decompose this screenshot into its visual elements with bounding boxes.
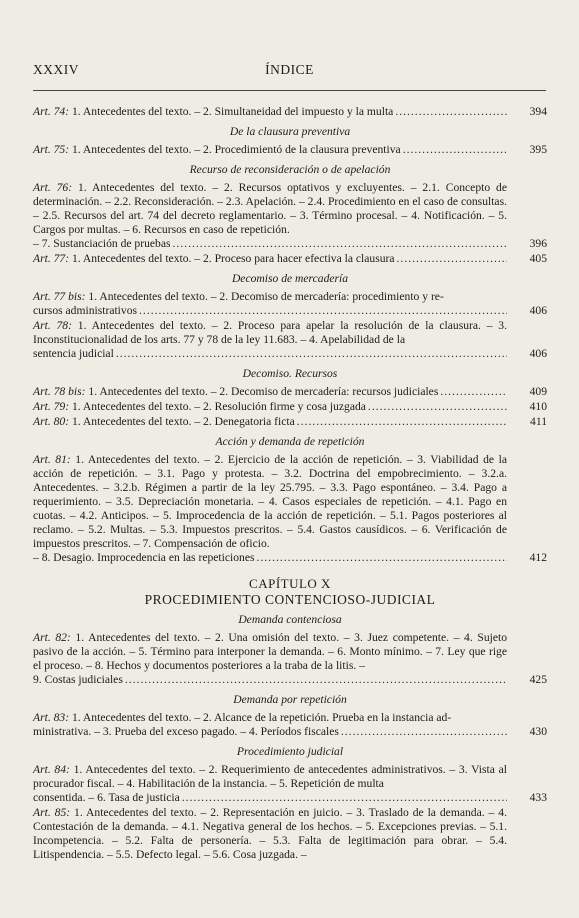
section-title: Demanda por repetición	[233, 693, 347, 706]
index-entry-art-78-bis: Art. 78 bis: 1. Antecedentes del texto. – 2. Decomiso de mercadería: recursos judiciales ..... 409	[33, 385, 547, 399]
page-ref: 396	[529, 237, 547, 250]
index-content	[33, 104, 547, 863]
index-entry-art-83: Art. 83: 1. Antecedentes del texto. – 2. Alcance de la repetición. Prueba en la instancia ad- ministrativa. – 3. Prueba del exceso pagado. – 4. Períodos fiscales ..... 430	[33, 711, 547, 739]
index-entry-art-85: Art. 85: 1. Antecedentes del texto. – 2. Representación en juicio. – 3. Traslado de la demanda. – 4. Contestación de la demanda. – 4.1. Negativa general de los hechos. – 5. Excepciones previas. – 5.1. Incompetencia. – 5.2. Falta de personería. – 5.3. Falta de legitimación para obrar. – 5.4. Litispendencia. – 5.5. Defecto legal. – 5.6. Cosa juzgada. –	[33, 806, 507, 861]
section-title: Demanda contenciosa	[238, 613, 342, 626]
index-entry-art-81: Art. 81: 1. Antecedentes del texto. – 2. Ejercicio de la acción de repetición. – 3. Viabilidad de la acción de repetición. – 3.1. Pago y protesta. – 3.2. Doctrina del empobrecimiento. – 3.2.a. Antecedentes. – 3.2.b. Régimen a partir de la ley 25.795. – 3.3. Pago espontáneo. – 3.4. Pago a requerimiento. – 3.5. Depreciación monetaria. – 4. Casos especiales de repetición. – 4.1. Pago en cuotas. – 4.2. Anticipos. – 5. Improcedencia de la acción de repetición. – 5.1. Pagos posteriores al reclamo. – 5.2. Multas. – 5.3. Impuestos prescritos. – 5.4. Gastos causídicos. – 6. Verificación de impuestos prescritos. – 7. Compensación de oficio. – 8. Desagio. Improcedencia en las repeticiones ..... 412	[33, 453, 547, 565]
index-entry-art-77-bis: Art. 77 bis: 1. Antecedentes del texto. – 2. Decomiso de mercadería: procedimiento y re- cursos administrativos ..... 406	[33, 290, 547, 318]
page-ref: 411	[530, 415, 547, 428]
index-entry-art-80: Art. 80: 1. Antecedentes del texto. – 2. Denegatoria ficta ..... 411	[33, 415, 547, 429]
index-entry-art-77: Art. 77: 1. Antecedentes del texto. – 2. Proceso para hacer efectiva la clausura ..... 405	[33, 252, 547, 266]
page-ref: 405	[529, 252, 547, 265]
page-ref: 395	[529, 143, 547, 156]
section-title: Procedimiento judicial	[236, 745, 344, 758]
chapter-title: PROCEDIMIENTO CONTENCIOSO-JUDICIAL	[144, 592, 436, 607]
page-ref: 409	[529, 385, 547, 398]
page-ref: 425	[529, 673, 547, 686]
index-entry-art-79: Art. 79: 1. Antecedentes del texto. – 2. Resolución firme y cosa juzgada ..... 410	[33, 400, 547, 414]
running-head	[33, 62, 546, 80]
page-number: XXXIV	[33, 62, 79, 77]
index-entry-art-82: Art. 82: 1. Antecedentes del texto. – 2. Una omisión del texto. – 3. Juez competente. – 4. Sujeto pasivo de la acción. – 5. Término para interponer la demanda. – 6. Monto mínimo. – 7. Ley que rige el proceso. – 8. Hechos y documentos posteriores a la traba de la litis. – 9. Costas judiciales ..... 425	[33, 631, 547, 687]
header-rule	[33, 90, 546, 91]
index-entry-art-78: Art. 78: 1. Antecedentes del texto. – 2. Proceso para apelar la resolución de la clausura. – 3. Inconstitucionalidad de los arts. 77 y 78 de la ley 11.683. – 4. Apelabilidad de la sentencia judicial ..... 406	[33, 319, 547, 361]
page-ref: 412	[529, 551, 547, 564]
chapter-label: CAPÍTULO X	[249, 576, 331, 591]
page-ref: 410	[529, 400, 547, 413]
section-title: Recurso de reconsideración o de apelación	[189, 163, 391, 176]
index-entry-art-75: Art. 75: 1. Antecedentes del texto. – 2. Procedimientó de la clausura preventiva ..... 395	[33, 143, 547, 157]
section-title: Decomiso de mercadería	[231, 272, 349, 285]
index-entry-art-76: Art. 76: 1. Antecedentes del texto. – 2. Recursos optativos y excluyentes. – 2.1. Concepto de determinación. – 2.2. Reconsideración. – 2.3. Apelación. – 2.4. Procedimiento en el caso de consultas. – 2.5. Recursos del art. 74 del decreto reglamentario. – 3. Término procesal. – 4. Notificación. – 5. Cargos por multas. – 6. Recursos en caso de repetición. – 7. Sustanciación de pruebas ..... 396	[33, 181, 547, 251]
section-title: Acción y demanda de repetición	[215, 435, 365, 448]
page-title: ÍNDICE	[265, 62, 314, 77]
page-ref: 433	[529, 791, 547, 804]
page-ref: 394	[529, 105, 547, 118]
index-entry-art-74: Art. 74: 1. Antecedentes del texto. – 2. Simultaneidad del impuesto y la multa ..... 394	[33, 105, 547, 119]
page-ref: 430	[529, 725, 547, 738]
page-ref: 406	[529, 304, 547, 317]
page-ref: 406	[529, 347, 547, 360]
section-title: De la clausura preventiva	[229, 125, 351, 138]
section-title: Decomiso. Recursos	[242, 367, 338, 380]
index-entry-art-84: Art. 84: 1. Antecedentes del texto. – 2. Requerimiento de antecedentes administrativos. – 3. Vista al procurador fiscal. – 4. Habilitación de la instancia. – 5. Repetición de multa consentida. – 6. Tasa de justicia ..... 433	[33, 763, 547, 805]
